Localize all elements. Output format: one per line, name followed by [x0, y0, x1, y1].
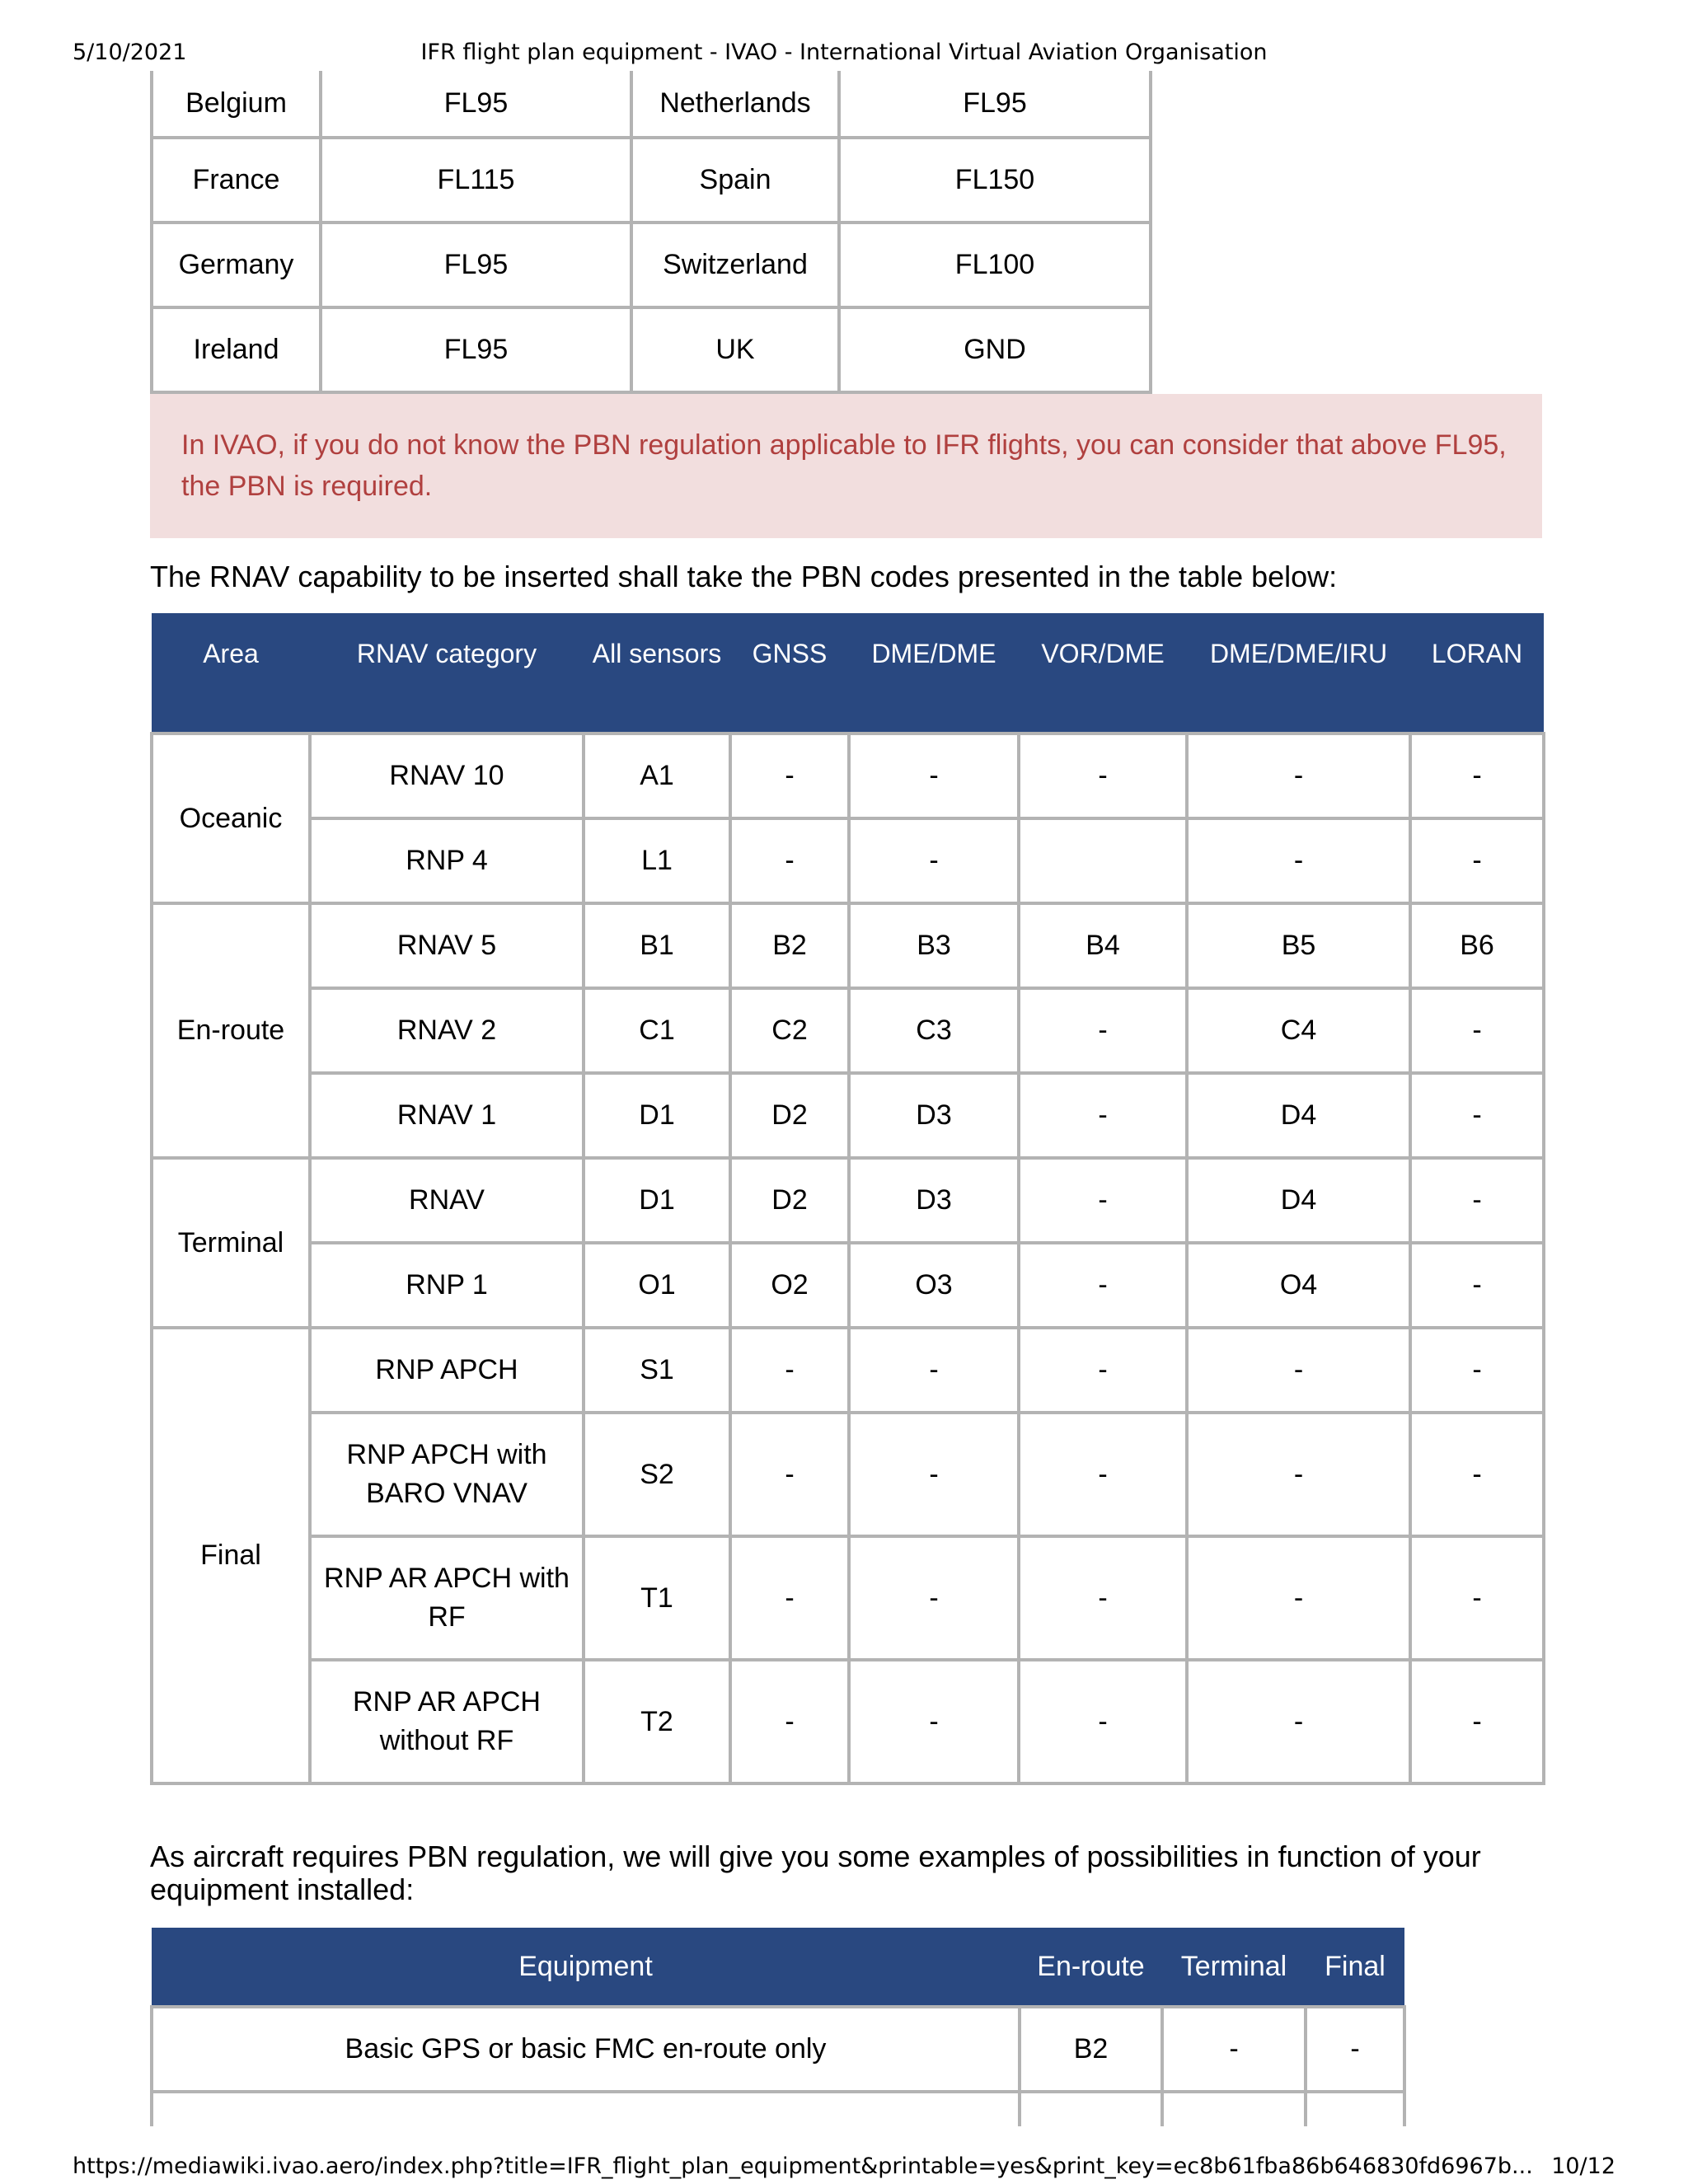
column-header: DME/DME/IRU — [1187, 613, 1410, 733]
pbn-code-cell: - — [1019, 1073, 1187, 1158]
rnav-category-cell: RNAV 2 — [310, 988, 584, 1073]
pbn-code-cell: - — [1019, 1158, 1187, 1243]
rnav-category-cell: RNP 1 — [310, 1243, 584, 1328]
pbn-code-cell: D3 — [849, 1073, 1019, 1158]
pbn-code-cell: T1 — [584, 1536, 730, 1660]
pbn-code-cell: T2 — [584, 1660, 730, 1783]
table-cell: France — [152, 138, 321, 223]
print-url: https://mediawiki.ivao.aero/index.php?title=IFR_flight_plan_equipment&printable=yes&print_key=ec8b61fba86b646830fd6967b... — [73, 2154, 1533, 2179]
pbn-code-cell: - — [1410, 733, 1544, 818]
pbn-code-cell: O3 — [849, 1243, 1019, 1328]
pbn-code-cell: - — [1019, 1660, 1187, 1783]
table-cell: Switzerland — [631, 223, 839, 307]
rnav-category-cell: RNAV 5 — [310, 903, 584, 988]
table-cell: FL95 — [321, 71, 631, 138]
rnav-category-cell: RNP AR APCH with RF — [310, 1536, 584, 1660]
pbn-code-cell: L1 — [584, 818, 730, 903]
area-cell: Terminal — [152, 1158, 310, 1328]
table-cell — [152, 2092, 1020, 2126]
pbn-code-cell: B1 — [584, 903, 730, 988]
table-cell: - — [1162, 2007, 1306, 2092]
pbn-code-cell: C3 — [849, 988, 1019, 1073]
table-cell — [1162, 2092, 1306, 2126]
table-cell: FL115 — [321, 138, 631, 223]
column-header: Terminal — [1162, 1928, 1306, 2007]
pbn-code-cell: B3 — [849, 903, 1019, 988]
area-cell: Oceanic — [152, 733, 310, 903]
pbn-code-cell: - — [730, 818, 849, 903]
table-cell: FL95 — [839, 71, 1151, 138]
rnav-category-cell: RNP APCH with BARO VNAV — [310, 1413, 584, 1536]
rnav-category-cell: RNAV 1 — [310, 1073, 584, 1158]
table-cell — [1306, 2092, 1404, 2126]
pbn-code-cell: - — [730, 1328, 849, 1413]
area-cell: En-route — [152, 903, 310, 1158]
pbn-code-cell: - — [1187, 1660, 1410, 1783]
pbn-code-cell: - — [1019, 733, 1187, 818]
rnav-category-cell: RNP APCH — [310, 1328, 584, 1413]
table-cell: Basic GPS or basic FMC en-route only — [152, 2007, 1020, 2092]
pbn-code-cell: - — [849, 733, 1019, 818]
pbn-code-cell: D2 — [730, 1073, 849, 1158]
column-header: RNAV category — [310, 613, 584, 733]
pbn-code-cell: - — [849, 1413, 1019, 1536]
column-header: Final — [1306, 1928, 1404, 2007]
pbn-code-cell: - — [1187, 733, 1410, 818]
table-cell — [1020, 2092, 1162, 2126]
table-cell: Ireland — [152, 307, 321, 392]
column-header: Equipment — [152, 1928, 1020, 2007]
pbn-code-cell: - — [1187, 818, 1410, 903]
equipment-examples-table — [150, 1928, 1406, 2126]
pbn-code-cell: C4 — [1187, 988, 1410, 1073]
pbn-code-cell: B6 — [1410, 903, 1544, 988]
pbn-code-cell: - — [849, 1660, 1019, 1783]
rnav-category-cell: RNP 4 — [310, 818, 584, 903]
pbn-code-cell: D1 — [584, 1073, 730, 1158]
pbn-code-cell: - — [1410, 1660, 1544, 1783]
pbn-code-cell: - — [1187, 1413, 1410, 1536]
table-row — [152, 2007, 1404, 2092]
pbn-code-cell: C1 — [584, 988, 730, 1073]
pbn-code-cell: - — [1410, 1536, 1544, 1660]
pbn-code-cell: - — [1019, 988, 1187, 1073]
pbn-code-cell: B4 — [1019, 903, 1187, 988]
table-cell: Netherlands — [631, 71, 839, 138]
pbn-code-cell: - — [1410, 1243, 1544, 1328]
pbn-code-cell: - — [1019, 1243, 1187, 1328]
column-header: LORAN — [1410, 613, 1544, 733]
pbn-code-cell: - — [1019, 1413, 1187, 1536]
equipment-intro: As aircraft requires PBN regulation, we will give you some examples of possibilities in function of your equipment installed: — [150, 1840, 1481, 1906]
pbn-code-cell: D4 — [1187, 1158, 1410, 1243]
pbn-code-cell: - — [849, 1536, 1019, 1660]
table-cell: UK — [631, 307, 839, 392]
pbn-code-cell: - — [1187, 1328, 1410, 1413]
pbn-code-cell: - — [1410, 1413, 1544, 1536]
alert-text: In IVAO, if you do not know the PBN regulation applicable to IFR flights, you can consider that above FL95, the PBN is required. — [181, 429, 1507, 502]
column-header: DME/DME — [849, 613, 1019, 733]
pbn-code-cell: B2 — [730, 903, 849, 988]
area-cell: Final — [152, 1328, 310, 1783]
table-cell: Germany — [152, 223, 321, 307]
rnav-category-cell: RNAV — [310, 1158, 584, 1243]
pbn-code-cell: S1 — [584, 1328, 730, 1413]
table-cell: FL95 — [321, 307, 631, 392]
pbn-code-cell: O1 — [584, 1243, 730, 1328]
table-row — [152, 2092, 1404, 2126]
pbn-code-cell: - — [849, 818, 1019, 903]
rnav-category-cell: RNP AR APCH without RF — [310, 1660, 584, 1783]
pbn-code-cell: C2 — [730, 988, 849, 1073]
pbn-code-cell: - — [1410, 988, 1544, 1073]
table-cell: FL95 — [321, 223, 631, 307]
pbn-code-cell: - — [1410, 1073, 1544, 1158]
pbn-code-cell: - — [1410, 1328, 1544, 1413]
pbn-code-cell: D3 — [849, 1158, 1019, 1243]
pbn-code-cell: - — [730, 1413, 849, 1536]
column-header: GNSS — [730, 613, 849, 733]
pbn-code-cell: O2 — [730, 1243, 849, 1328]
pbn-codes-intro: The RNAV capability to be inserted shall take the PBN codes presented in the table below: — [150, 560, 1338, 593]
column-header: En-route — [1020, 1928, 1162, 2007]
column-header: All sensors — [584, 613, 730, 733]
pbn-code-cell: - — [1410, 1158, 1544, 1243]
pbn-code-cell: - — [1019, 1328, 1187, 1413]
pbn-code-cell: - — [849, 1328, 1019, 1413]
column-header: VOR/DME — [1019, 613, 1187, 733]
pbn-code-cell: B5 — [1187, 903, 1410, 988]
pbn-code-cell: - — [730, 733, 849, 818]
table-cell: GND — [839, 307, 1151, 392]
pbn-code-cell: - — [1019, 1536, 1187, 1660]
print-date: 5/10/2021 — [73, 40, 187, 65]
pbn-code-cell: S2 — [584, 1413, 730, 1536]
table-cell: FL150 — [839, 138, 1151, 223]
table-cell: Belgium — [152, 71, 321, 138]
pbn-code-cell: D4 — [1187, 1073, 1410, 1158]
print-page-title: IFR flight plan equipment - IVAO - International Virtual Aviation Organisation — [420, 40, 1268, 65]
table-cell: - — [1306, 2007, 1404, 2092]
table-cell: FL100 — [839, 223, 1151, 307]
pbn-code-cell: A1 — [584, 733, 730, 818]
pbn-code-cell: - — [730, 1660, 849, 1783]
page-number: 10/12 — [1551, 2154, 1615, 2179]
pbn-code-cell: - — [730, 1536, 849, 1660]
table-cell: B2 — [1020, 2007, 1162, 2092]
table-cell: Spain — [631, 138, 839, 223]
pbn-code-cell: D1 — [584, 1158, 730, 1243]
pbn-code-cell: D2 — [730, 1158, 849, 1243]
pbn-code-cell: - — [1410, 818, 1544, 903]
pbn-code-cell: O4 — [1187, 1243, 1410, 1328]
pbn-code-cell: - — [1187, 1536, 1410, 1660]
column-header: Area — [152, 613, 310, 733]
rnav-category-cell: RNAV 10 — [310, 733, 584, 818]
